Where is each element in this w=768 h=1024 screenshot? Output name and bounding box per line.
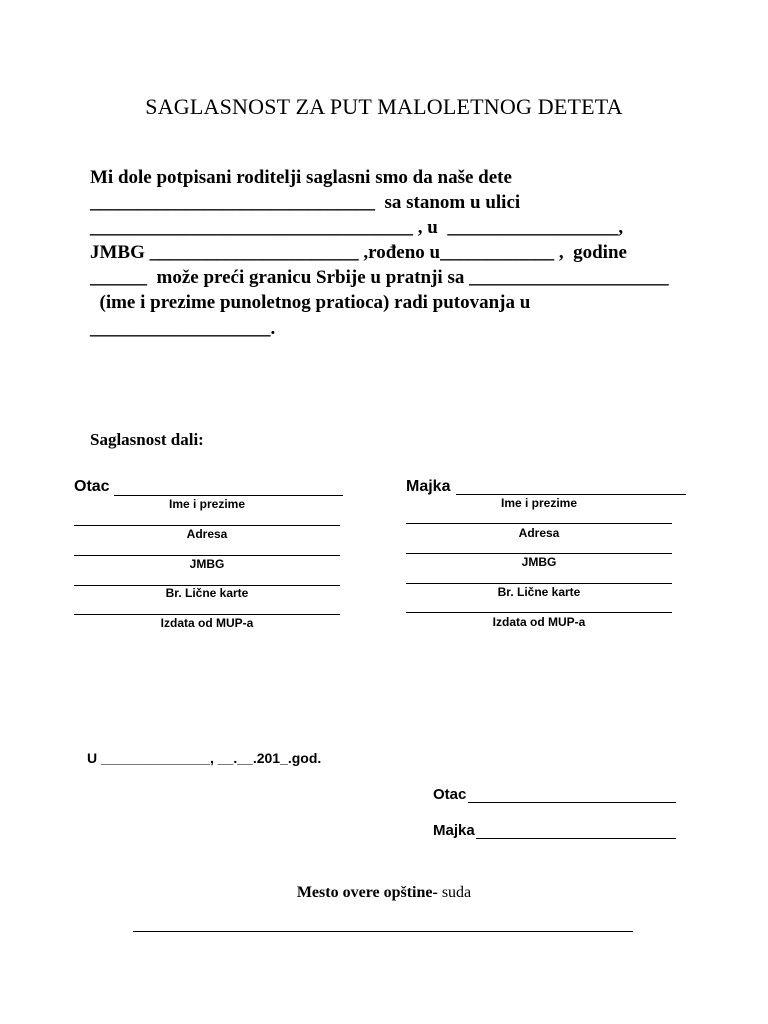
sign-father-label: Otac	[433, 786, 467, 803]
father-field-label: Izdata od MUP-a	[160, 616, 254, 630]
paragraph-line-4: JMBG ______________________ ,rođeno u____________ , godine	[90, 242, 627, 263]
father-field-line[interactable]	[74, 525, 340, 526]
mother-name-line[interactable]	[456, 494, 686, 495]
consent-label: Saglasnost dali:	[90, 430, 204, 449]
sign-father-line[interactable]	[468, 802, 676, 803]
certification-label-bold: Mesto overe opštine-	[296, 884, 438, 901]
mother-label: Majka	[406, 478, 451, 495]
mother-field-label: Izdata od MUP-a	[492, 615, 586, 629]
date-place-line: U ______________, __.__.201_.god.	[87, 750, 322, 766]
certification-label-suffix: suda	[437, 884, 472, 901]
paragraph-line-2: ______________________________ sa stanom u ulici	[90, 192, 521, 213]
mother-field-line[interactable]	[406, 612, 672, 613]
mother-field-line[interactable]	[406, 523, 672, 524]
mother-field-label: Br. Lične karte	[497, 585, 581, 599]
father-field-label: JMBG	[189, 557, 225, 571]
sign-mother-label: Majka	[433, 822, 475, 839]
mother-field-line[interactable]	[406, 583, 672, 584]
mother-field-label: JMBG	[521, 555, 557, 569]
paragraph-line-6: (ime i prezime punoletnog pratioca) radi putovanja u	[90, 292, 531, 313]
father-field-label: Br. Lične karte	[165, 586, 249, 600]
mother-field-label: Ime i prezime	[500, 496, 578, 510]
paragraph-line-1: Mi dole potpisani roditelji saglasni smo da naše dete	[90, 167, 512, 188]
mother-field-line[interactable]	[406, 553, 672, 554]
paragraph-line-7: ___________________.	[90, 318, 276, 339]
certification-label	[0, 884, 768, 902]
paragraph-line-3: __________________________________ , u __________________,	[90, 217, 624, 238]
father-field-line[interactable]	[74, 614, 340, 615]
paragraph-line-5: ______ može preći granicu Srbije u pratnji sa _____________________	[90, 267, 669, 288]
father-name-line[interactable]	[114, 495, 343, 496]
father-label: Otac	[74, 478, 110, 495]
father-field-label: Ime i prezime	[168, 497, 246, 511]
father-field-line[interactable]	[74, 555, 340, 556]
sign-mother-line[interactable]	[476, 838, 676, 839]
document-title: SAGLASNOST ZA PUT MALOLETNOG DETETA	[145, 94, 623, 119]
father-field-label: Adresa	[186, 527, 228, 541]
certification-line[interactable]	[133, 931, 633, 932]
mother-field-label: Adresa	[518, 526, 560, 540]
